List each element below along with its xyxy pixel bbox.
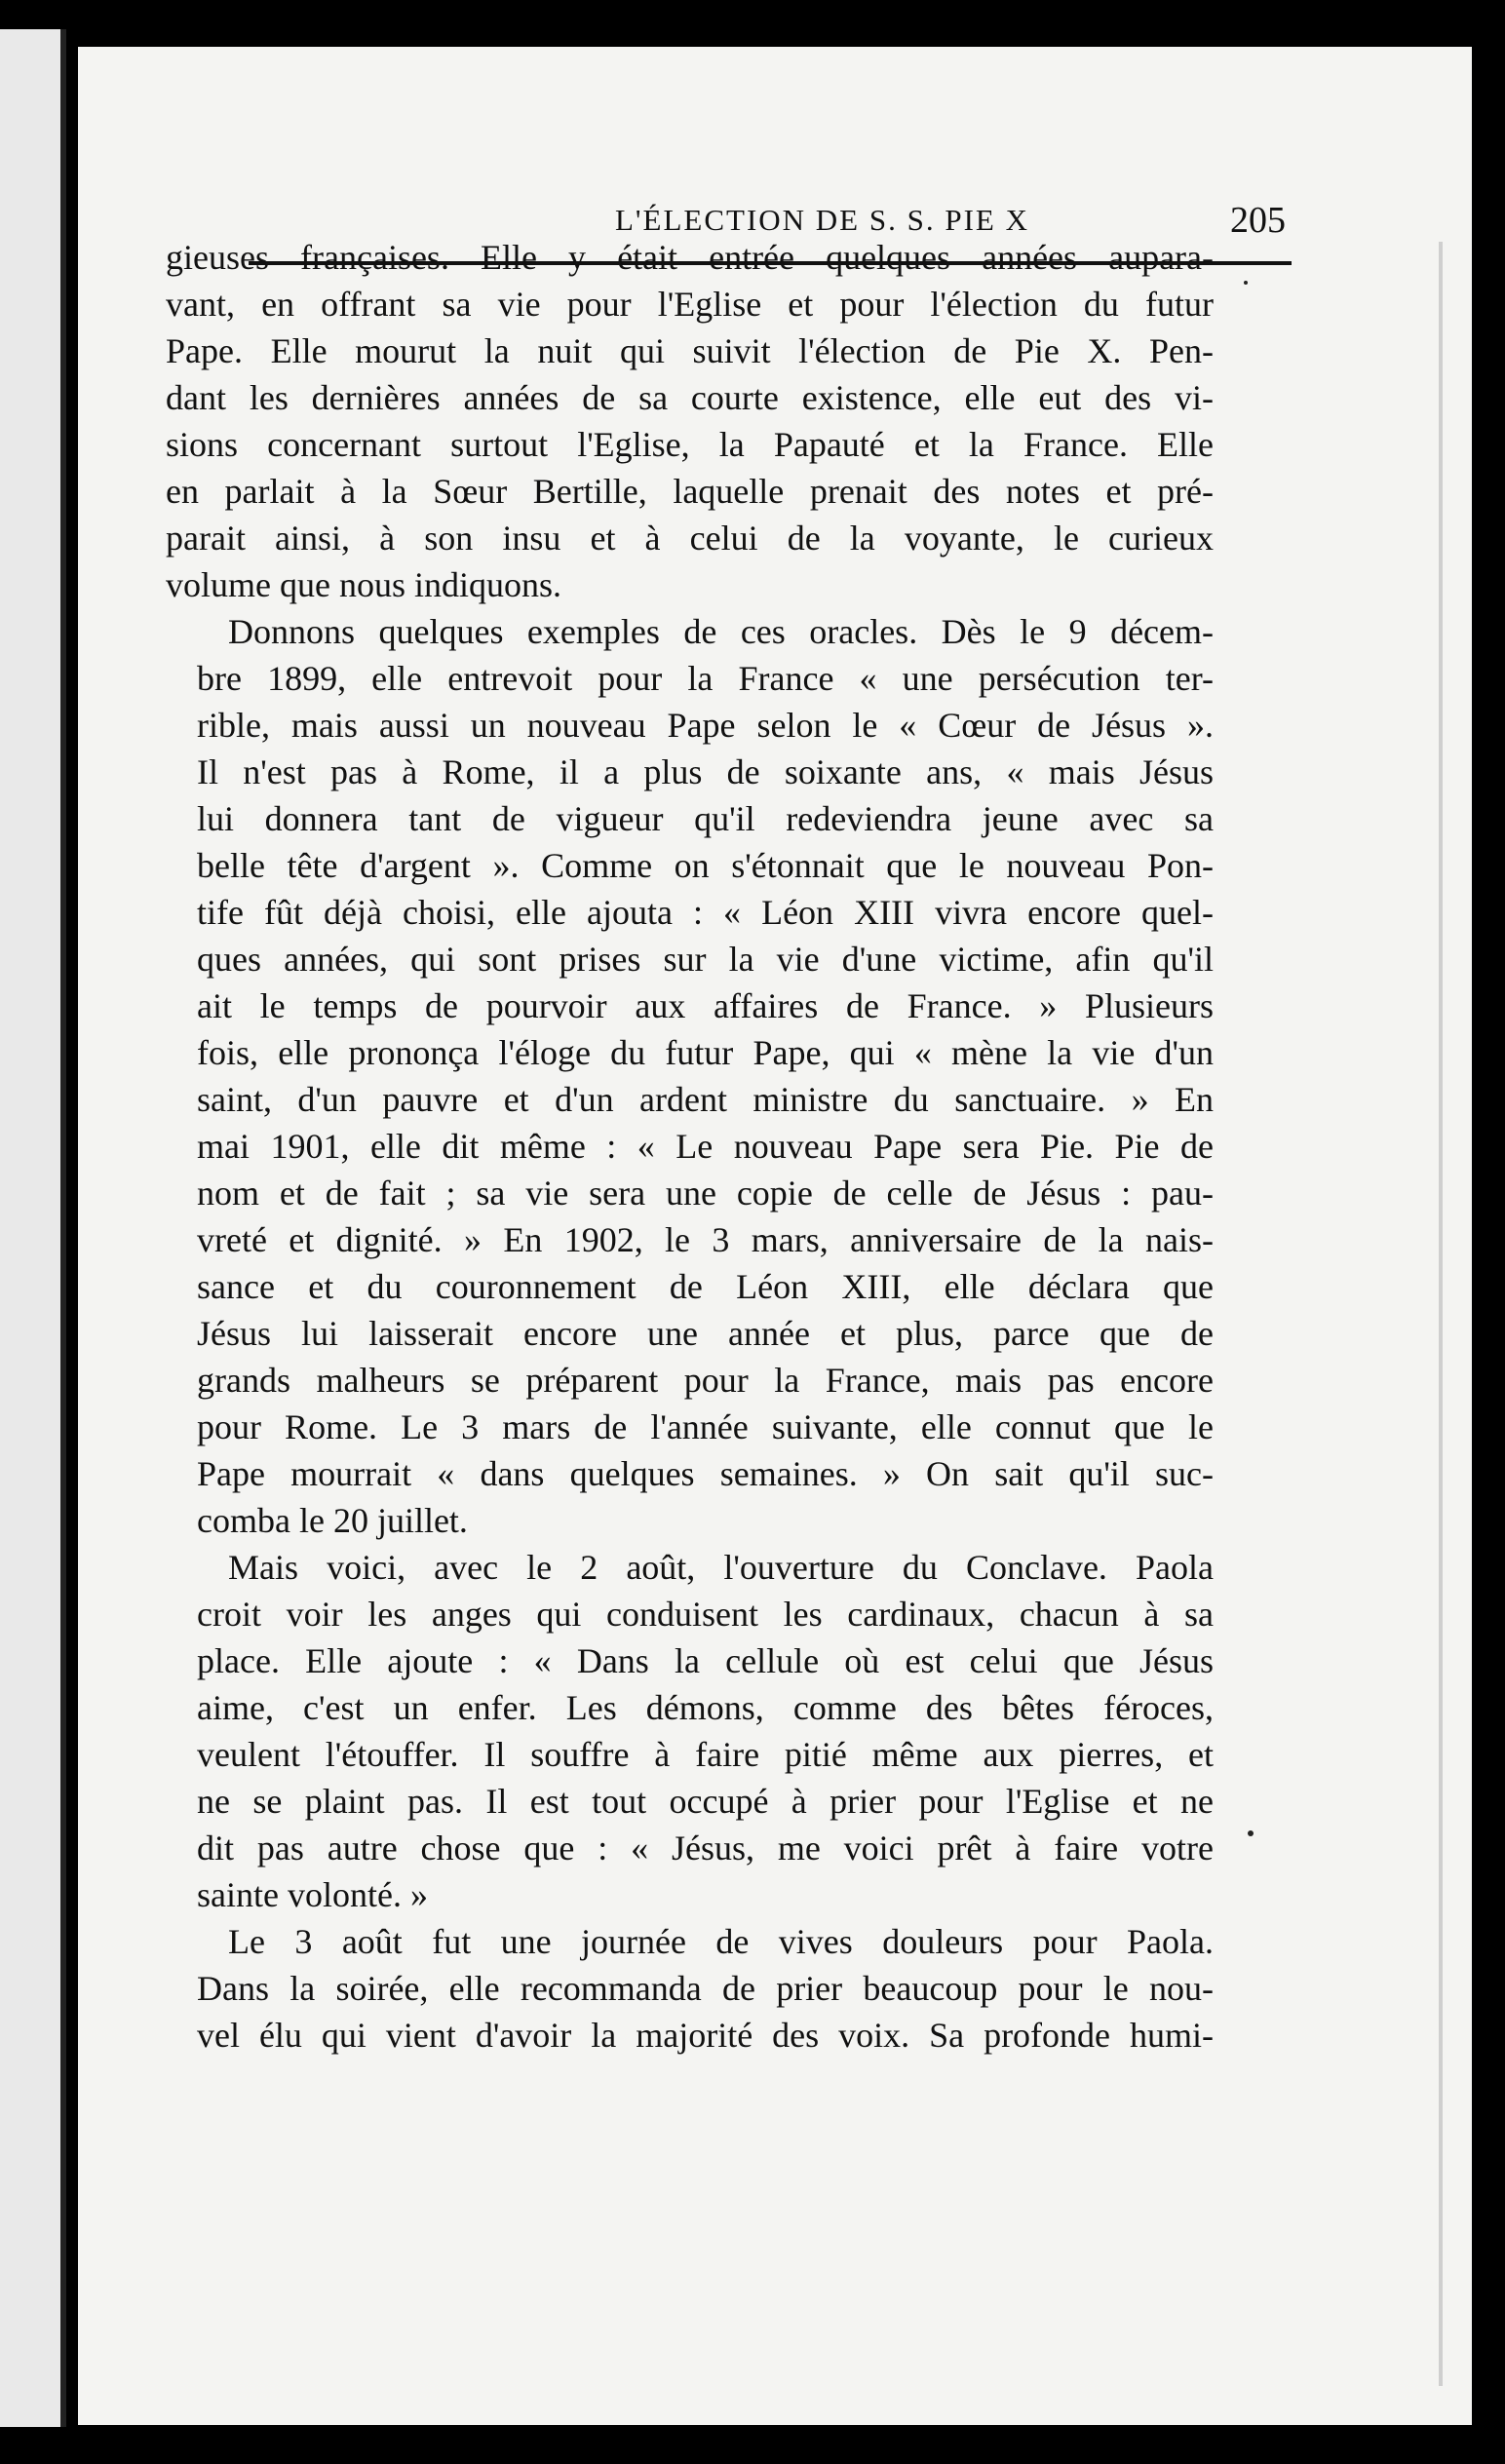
- text-line: bre 1899, elle entrevoit pour la France « une persécution ter-: [197, 659, 1214, 698]
- text-line: sainte volonté. »: [197, 1875, 428, 1914]
- text-line: Mais voici, avec le 2 août, l'ouverture du Conclave. Paola: [228, 1548, 1214, 1587]
- text-line: vel élu qui vient d'avoir la majorité des voix. Sa profonde humi-: [197, 2016, 1214, 2055]
- text-line: vreté et dignité. » En 1902, le 3 mars, anniversaire de la nais-: [197, 1220, 1214, 1259]
- text-line: sions concernant surtout l'Eglise, la Papauté et la France. Elle: [166, 425, 1214, 464]
- text-line: grands malheurs se préparent pour la France, mais pas encore: [197, 1361, 1214, 1400]
- paragraph: [166, 234, 1214, 608]
- text-line: place. Elle ajoute : « Dans la cellule où est celui que Jésus: [197, 1641, 1214, 1680]
- facing-page-edge: [0, 29, 66, 2427]
- text-line: veulent l'étouffer. Il souffre à faire pitié même aux pierres, et: [197, 1735, 1214, 1774]
- text-line: lui donnera tant de vigueur qu'il redeviendra jeune avec sa: [197, 799, 1214, 838]
- text-line: Pape. Elle mourut la nuit qui suivit l'élection de Pie X. Pen-: [166, 331, 1214, 370]
- text-line: nom et de fait ; sa vie sera une copie de celle de Jésus : pau-: [197, 1174, 1214, 1213]
- text-line: croit voir les anges qui conduisent les cardinaux, chacun à sa: [197, 1595, 1214, 1634]
- text-line: belle tête d'argent ». Comme on s'étonnait que le nouveau Pon-: [197, 846, 1214, 885]
- text-line: parait ainsi, à son insu et à celui de la voyante, le curieux: [166, 519, 1214, 558]
- text-line: aime, c'est un enfer. Les démons, comme des bêtes féroces,: [197, 1688, 1214, 1727]
- text-line: rible, mais aussi un nouveau Pape selon le « Cœur de Jésus ».: [197, 706, 1214, 745]
- page-number: 205: [1230, 200, 1286, 241]
- paragraph: [166, 608, 1214, 1544]
- print-speck: [1248, 1830, 1254, 1836]
- text-line: vant, en offrant sa vie pour l'Eglise et pour l'élection du futur: [166, 285, 1214, 324]
- text-line: ques années, qui sont prises sur la vie d'une victime, afin qu'il: [197, 940, 1214, 979]
- paragraph: [166, 1544, 1214, 1918]
- text-line: saint, d'un pauvre et d'un ardent ministre du sanctuaire. » En: [197, 1080, 1214, 1119]
- text-line: dant les dernières années de sa courte existence, elle eut des vi-: [166, 378, 1214, 417]
- text-line: fois, elle prononça l'éloge du futur Pape, qui « mène la vie d'un: [197, 1033, 1214, 1072]
- text-line: volume que nous indiquons.: [166, 565, 561, 604]
- text-line: pour Rome. Le 3 mars de l'année suivante, elle connut que le: [197, 1407, 1214, 1446]
- text-line: dit pas autre chose que : « Jésus, me voici prêt à faire votre: [197, 1829, 1214, 1867]
- text-line: Jésus lui laisserait encore une année et plus, parce que de: [197, 1314, 1214, 1353]
- running-title: L'ÉLECTION DE S. S. PIE X: [615, 203, 1029, 237]
- text-line: tife fût déjà choisi, elle ajouta : « Léon XIII vivra encore quel-: [197, 893, 1214, 932]
- text-line: gieuses françaises. Elle y était entrée quelques années aupara-: [166, 238, 1214, 277]
- text-line: ait le temps de pourvoir aux affaires de France. » Plusieurs: [197, 986, 1214, 1025]
- print-speck: [1244, 281, 1248, 285]
- text-line: sance et du couronnement de Léon XIII, elle déclara que: [197, 1267, 1214, 1306]
- text-line: ne se plaint pas. Il est tout occupé à prier pour l'Eglise et ne: [197, 1782, 1214, 1821]
- text-line: Donnons quelques exemples de ces oracles. Dès le 9 décem-: [228, 612, 1214, 651]
- page-edge-shadow: [1439, 242, 1443, 2386]
- text-line: mai 1901, elle dit même : « Le nouveau Pape sera Pie. Pie de: [197, 1127, 1214, 1166]
- body-text: [166, 234, 1214, 2059]
- text-line: en parlait à la Sœur Bertille, laquelle prenait des notes et pré-: [166, 472, 1214, 511]
- text-line: Il n'est pas à Rome, il a plus de soixante ans, « mais Jésus: [197, 752, 1214, 791]
- text-line: Dans la soirée, elle recommanda de prier beaucoup pour le nou-: [197, 1969, 1214, 2008]
- text-line: Le 3 août fut une journée de vives douleurs pour Paola.: [228, 1922, 1214, 1961]
- text-line: Pape mourrait « dans quelques semaines. » On sait qu'il suc-: [197, 1454, 1214, 1493]
- text-line: comba le 20 juillet.: [197, 1501, 468, 1540]
- paragraph: [166, 1918, 1214, 2059]
